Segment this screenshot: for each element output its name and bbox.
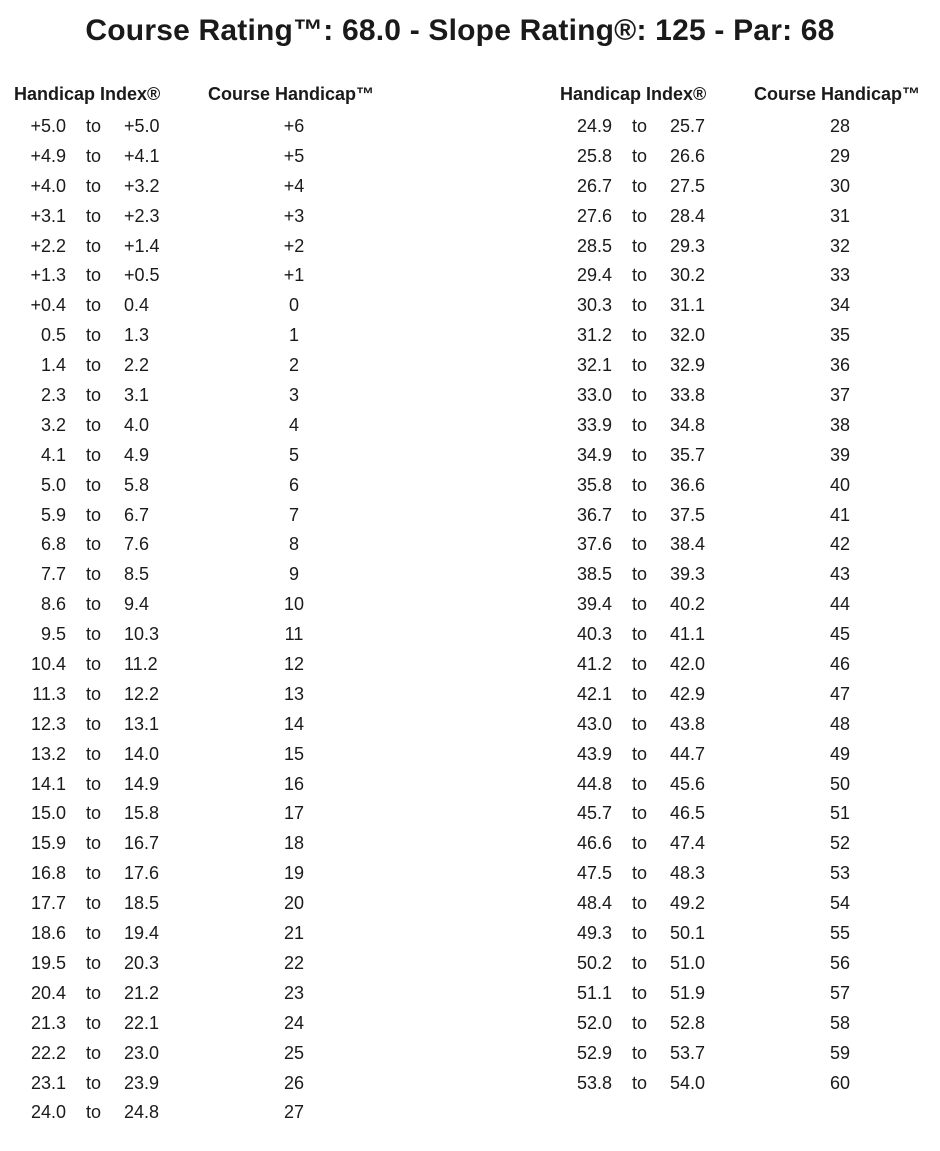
index-to: 49.2: [670, 893, 706, 914]
index-to: 25.7: [670, 116, 706, 136]
index-from: +5.0: [30, 116, 66, 136]
index-to: 2.2: [124, 355, 150, 376]
index-from: 8.6: [40, 594, 66, 615]
index-from: 46.6: [576, 833, 612, 854]
index-from: 47.5: [576, 863, 612, 884]
index-to: 33.8: [670, 385, 706, 406]
index-from: +1.3: [30, 265, 66, 286]
course-handicap-value: 13: [283, 683, 305, 704]
to-label: to: [632, 474, 648, 495]
index-from: 30.3: [576, 295, 612, 316]
course-handicap-value: 20: [283, 893, 305, 914]
index-to: 18.5: [124, 893, 160, 914]
index-from: 50.2: [576, 952, 612, 973]
index-from: 31.2: [576, 325, 612, 346]
course-handicap-value: 31: [829, 205, 851, 226]
course-handicap-value: +4: [283, 175, 305, 196]
index-from: 14.1: [30, 773, 66, 794]
course-handicap-value: 25: [283, 1042, 305, 1063]
to-label: to: [632, 355, 648, 376]
to-label: to: [86, 205, 102, 226]
index-from: 52.0: [576, 1012, 612, 1033]
to-label: to: [632, 504, 648, 525]
index-to: 27.5: [670, 175, 706, 196]
to-label: to: [632, 414, 648, 435]
index-from: 7.7: [40, 564, 66, 585]
course-handicap-value: 10: [283, 594, 305, 615]
index-to: 34.8: [670, 414, 706, 435]
index-to: 48.3: [670, 863, 706, 884]
index-to: 16.7: [124, 833, 160, 854]
index-to: +3.2: [124, 175, 160, 196]
to-label: to: [86, 1072, 102, 1093]
to-label: to: [632, 713, 648, 734]
to-label: to: [86, 325, 102, 346]
to-label: to: [632, 982, 648, 1003]
index-from: 15.0: [30, 803, 66, 824]
index-to: 3.1: [124, 385, 150, 406]
to-label: to: [86, 803, 102, 824]
index-to: 29.3: [670, 235, 706, 256]
course-handicap-value: 48: [829, 713, 851, 734]
index-from: 2.3: [40, 385, 66, 406]
index-to: 23.0: [124, 1042, 160, 1063]
course-handicap-value: 24: [283, 1012, 305, 1033]
course-handicap-value: 34: [829, 295, 851, 316]
to-label: to: [86, 624, 102, 645]
to-label: to: [632, 265, 648, 286]
to-label: to: [86, 923, 102, 944]
to-label: to: [86, 893, 102, 914]
to-label: to: [632, 145, 648, 166]
to-label: to: [86, 474, 102, 495]
course-handicap-value: 39: [829, 444, 851, 465]
to-label: to: [632, 325, 648, 346]
to-label: to: [86, 564, 102, 585]
course-handicap-value: +3: [283, 205, 305, 226]
to-label: to: [86, 504, 102, 525]
course-handicap-value: 60: [829, 1072, 851, 1093]
to-label: to: [632, 743, 648, 764]
index-to: 40.2: [670, 594, 706, 615]
index-from: 22.2: [30, 1042, 66, 1063]
course-handicap-value: 59: [829, 1042, 851, 1063]
to-label: to: [86, 414, 102, 435]
course-handicap-value: 45: [829, 624, 851, 645]
index-to: 28.4: [670, 205, 706, 226]
index-to: 9.4: [124, 594, 150, 615]
index-to: 50.1: [670, 923, 706, 944]
course-handicap-value: 5: [288, 444, 299, 465]
index-from: +2.2: [30, 235, 66, 256]
to-label: to: [632, 444, 648, 465]
index-from: 33.0: [576, 385, 612, 406]
course-handicap-value: 40: [829, 474, 851, 495]
index-from: 1.4: [40, 355, 66, 376]
index-from: 43.9: [576, 743, 612, 764]
course-handicap-header: Course Handicap™: [754, 84, 921, 104]
index-to: 7.6: [124, 534, 150, 555]
index-to: 30.2: [670, 265, 706, 286]
index-to: 11.2: [124, 654, 158, 675]
index-from: +0.4: [30, 295, 66, 316]
index-from: 21.3: [30, 1012, 66, 1033]
course-handicap-value: 43: [829, 564, 851, 585]
index-from: 42.1: [576, 683, 612, 704]
course-handicap-value: 42: [829, 534, 851, 555]
course-handicap-value: 21: [283, 923, 305, 944]
index-from: 44.8: [576, 773, 612, 794]
course-handicap-value: 57: [829, 982, 851, 1003]
index-to: 19.4: [124, 923, 160, 944]
course-handicap-value: +2: [283, 235, 305, 256]
index-to: 10.3: [124, 624, 160, 645]
course-handicap-value: 23: [283, 982, 305, 1003]
index-to: 8.5: [124, 564, 150, 585]
to-label: to: [632, 1012, 648, 1033]
course-handicap-value: 54: [829, 893, 851, 914]
to-label: to: [86, 654, 102, 675]
index-from: 16.8: [30, 863, 66, 884]
to-label: to: [86, 444, 102, 465]
index-to: 51.0: [670, 952, 706, 973]
to-label: to: [86, 1012, 102, 1033]
index-from: 13.2: [30, 743, 66, 764]
to-label: to: [632, 235, 648, 256]
to-label: to: [632, 116, 648, 136]
handicap-index-header: Handicap Index®: [14, 84, 161, 104]
course-handicap-value: +6: [283, 116, 305, 136]
index-from: 35.8: [576, 474, 612, 495]
to-label: to: [632, 385, 648, 406]
course-handicap-value: 9: [288, 564, 299, 585]
course-handicap-value: 37: [829, 385, 851, 406]
index-from: +4.0: [30, 175, 66, 196]
to-label: to: [86, 265, 102, 286]
index-from: 39.4: [576, 594, 612, 615]
course-handicap-value: 30: [829, 175, 851, 196]
index-from: 24.9: [576, 116, 612, 136]
index-from: 33.9: [576, 414, 612, 435]
to-label: to: [86, 743, 102, 764]
index-to: 46.5: [670, 803, 706, 824]
index-from: 40.3: [576, 624, 612, 645]
index-from: 45.7: [576, 803, 612, 824]
course-handicap-value: 35: [829, 325, 851, 346]
index-to: 31.1: [670, 295, 706, 316]
index-from: 41.2: [576, 654, 612, 675]
index-to: 12.2: [124, 683, 160, 704]
to-label: to: [632, 683, 648, 704]
course-handicap-value: 18: [283, 833, 305, 854]
course-handicap-value: +5: [283, 145, 305, 166]
index-to: 43.8: [670, 713, 706, 734]
to-label: to: [86, 385, 102, 406]
to-label: to: [632, 564, 648, 585]
to-label: to: [86, 116, 102, 136]
index-from: 6.8: [40, 534, 66, 555]
index-from: 43.0: [576, 713, 612, 734]
index-to: 14.9: [124, 773, 160, 794]
to-label: to: [632, 803, 648, 824]
index-to: 52.8: [670, 1012, 706, 1033]
index-from: 3.2: [40, 414, 66, 435]
to-label: to: [86, 833, 102, 854]
to-label: to: [86, 355, 102, 376]
index-to: 13.1: [124, 713, 160, 734]
course-handicap-value: 50: [829, 773, 851, 794]
handicap-index-header: Handicap Index®: [560, 84, 707, 104]
to-label: to: [632, 205, 648, 226]
course-handicap-value: 38: [829, 414, 851, 435]
course-handicap-value: 41: [829, 504, 851, 525]
course-handicap-value: 4: [288, 414, 299, 435]
course-handicap-value: 26: [283, 1072, 305, 1093]
to-label: to: [86, 534, 102, 555]
to-label: to: [632, 295, 648, 316]
index-from: 20.4: [30, 982, 66, 1003]
index-to: +1.4: [124, 235, 160, 256]
index-from: 4.1: [40, 444, 66, 465]
course-handicap-value: 52: [829, 833, 851, 854]
index-from: 5.0: [40, 474, 66, 495]
index-to: 41.1: [670, 624, 706, 645]
index-to: 51.9: [670, 982, 706, 1003]
index-from: 49.3: [576, 923, 612, 944]
course-handicap-value: 15: [283, 743, 305, 764]
to-label: to: [86, 683, 102, 704]
index-from: 10.4: [30, 654, 66, 675]
index-to: 17.6: [124, 863, 160, 884]
to-label: to: [632, 952, 648, 973]
course-handicap-value: 0: [288, 295, 299, 316]
to-label: to: [86, 1042, 102, 1063]
index-to: 44.7: [670, 743, 706, 764]
course-handicap-value: 19: [283, 863, 305, 884]
index-to: +2.3: [124, 205, 160, 226]
course-handicap-value: 36: [829, 355, 851, 376]
course-handicap-value: 7: [288, 504, 299, 525]
index-from: 51.1: [576, 982, 612, 1003]
index-to: 4.0: [124, 414, 150, 435]
course-handicap-value: +1: [283, 265, 305, 286]
index-to: 37.5: [670, 504, 706, 525]
index-to: 22.1: [124, 1012, 160, 1033]
course-handicap-value: 2: [288, 355, 299, 376]
index-to: 47.4: [670, 833, 706, 854]
index-from: 29.4: [576, 265, 612, 286]
index-from: +3.1: [30, 205, 66, 226]
course-handicap-value: 53: [829, 863, 851, 884]
index-to: 26.6: [670, 145, 706, 166]
index-from: 15.9: [30, 833, 66, 854]
index-to: 32.0: [670, 325, 706, 346]
course-handicap-value: 44: [829, 594, 851, 615]
to-label: to: [632, 534, 648, 555]
index-from: 17.7: [30, 893, 66, 914]
index-to: 45.6: [670, 773, 706, 794]
index-from: 26.7: [576, 175, 612, 196]
to-label: to: [632, 863, 648, 884]
to-label: to: [86, 594, 102, 615]
course-handicap-value: 12: [283, 654, 305, 675]
index-to: 53.7: [670, 1042, 706, 1063]
index-to: 6.7: [124, 504, 150, 525]
index-to: 23.9: [124, 1072, 160, 1093]
to-label: to: [632, 773, 648, 794]
index-from: 37.6: [576, 534, 612, 555]
to-label: to: [86, 952, 102, 973]
course-handicap-value: 27: [283, 1102, 305, 1123]
index-to: 4.9: [124, 444, 150, 465]
index-to: +4.1: [124, 145, 160, 166]
index-to: 1.3: [124, 325, 150, 346]
course-handicap-value: 29: [829, 145, 851, 166]
index-from: 18.6: [30, 923, 66, 944]
course-handicap-header: Course Handicap™: [208, 84, 375, 104]
to-label: to: [632, 1042, 648, 1063]
to-label: to: [632, 893, 648, 914]
index-from: 23.1: [30, 1072, 66, 1093]
index-to: 35.7: [670, 444, 706, 465]
course-handicap-value: 46: [829, 654, 851, 675]
index-from: 52.9: [576, 1042, 612, 1063]
index-from: 32.1: [576, 355, 612, 376]
course-handicap-value: 16: [283, 773, 305, 794]
course-handicap-value: 22: [283, 952, 305, 973]
course-handicap-value: 6: [288, 474, 299, 495]
index-to: 24.8: [124, 1102, 160, 1123]
index-from: 25.8: [576, 145, 612, 166]
index-to: 39.3: [670, 564, 706, 585]
index-from: 9.5: [40, 624, 66, 645]
course-handicap-value: 33: [829, 265, 851, 286]
to-label: to: [632, 594, 648, 615]
index-to: 0.4: [124, 295, 150, 316]
index-to: 42.0: [670, 654, 706, 675]
to-label: to: [86, 713, 102, 734]
to-label: to: [86, 773, 102, 794]
to-label: to: [632, 654, 648, 675]
index-to: +5.0: [124, 116, 160, 136]
index-from: 53.8: [576, 1072, 612, 1093]
to-label: to: [86, 145, 102, 166]
index-to: 5.8: [124, 474, 150, 495]
index-from: 28.5: [576, 235, 612, 256]
course-handicap-value: 11: [284, 624, 304, 645]
index-from: +4.9: [30, 145, 66, 166]
course-handicap-value: 55: [829, 923, 851, 944]
index-to: 15.8: [124, 803, 160, 824]
index-from: 38.5: [576, 564, 612, 585]
to-label: to: [86, 863, 102, 884]
course-handicap-value: 3: [288, 385, 299, 406]
course-handicap-value: 56: [829, 952, 851, 973]
to-label: to: [86, 982, 102, 1003]
course-handicap-value: 8: [288, 534, 299, 555]
index-to: 21.2: [124, 982, 160, 1003]
course-handicap-value: 51: [829, 803, 851, 824]
index-from: 5.9: [40, 504, 66, 525]
index-to: 36.6: [670, 474, 706, 495]
page-title: Course Rating™: 68.0 - Slope Rating®: 125 - Par: 68: [85, 14, 835, 47]
index-from: 12.3: [30, 713, 66, 734]
to-label: to: [86, 1102, 102, 1123]
to-label: to: [632, 923, 648, 944]
course-handicap-value: 49: [829, 743, 851, 764]
to-label: to: [632, 833, 648, 854]
index-from: 27.6: [576, 205, 612, 226]
to-label: to: [632, 624, 648, 645]
index-to: 32.9: [670, 355, 706, 376]
to-label: to: [632, 1072, 648, 1093]
index-to: +0.5: [124, 265, 160, 286]
to-label: to: [86, 175, 102, 196]
to-label: to: [86, 235, 102, 256]
course-handicap-value: 32: [829, 235, 851, 256]
to-label: to: [632, 175, 648, 196]
index-from: 0.5: [40, 325, 66, 346]
index-to: 14.0: [124, 743, 160, 764]
index-from: 24.0: [30, 1102, 66, 1123]
index-from: 11.3: [32, 683, 66, 704]
index-from: 48.4: [576, 893, 612, 914]
index-to: 20.3: [124, 952, 160, 973]
to-label: to: [86, 295, 102, 316]
index-to: 38.4: [670, 534, 706, 555]
index-from: 34.9: [576, 444, 612, 465]
course-handicap-value: 1: [288, 325, 299, 346]
index-from: 19.5: [30, 952, 66, 973]
course-handicap-value: 58: [829, 1012, 851, 1033]
index-to: 42.9: [670, 683, 706, 704]
course-handicap-value: 14: [283, 713, 305, 734]
course-handicap-value: 28: [829, 116, 851, 136]
index-to: 54.0: [670, 1072, 706, 1093]
index-from: 36.7: [576, 504, 612, 525]
course-handicap-value: 47: [829, 683, 851, 704]
course-handicap-value: 17: [283, 803, 305, 824]
